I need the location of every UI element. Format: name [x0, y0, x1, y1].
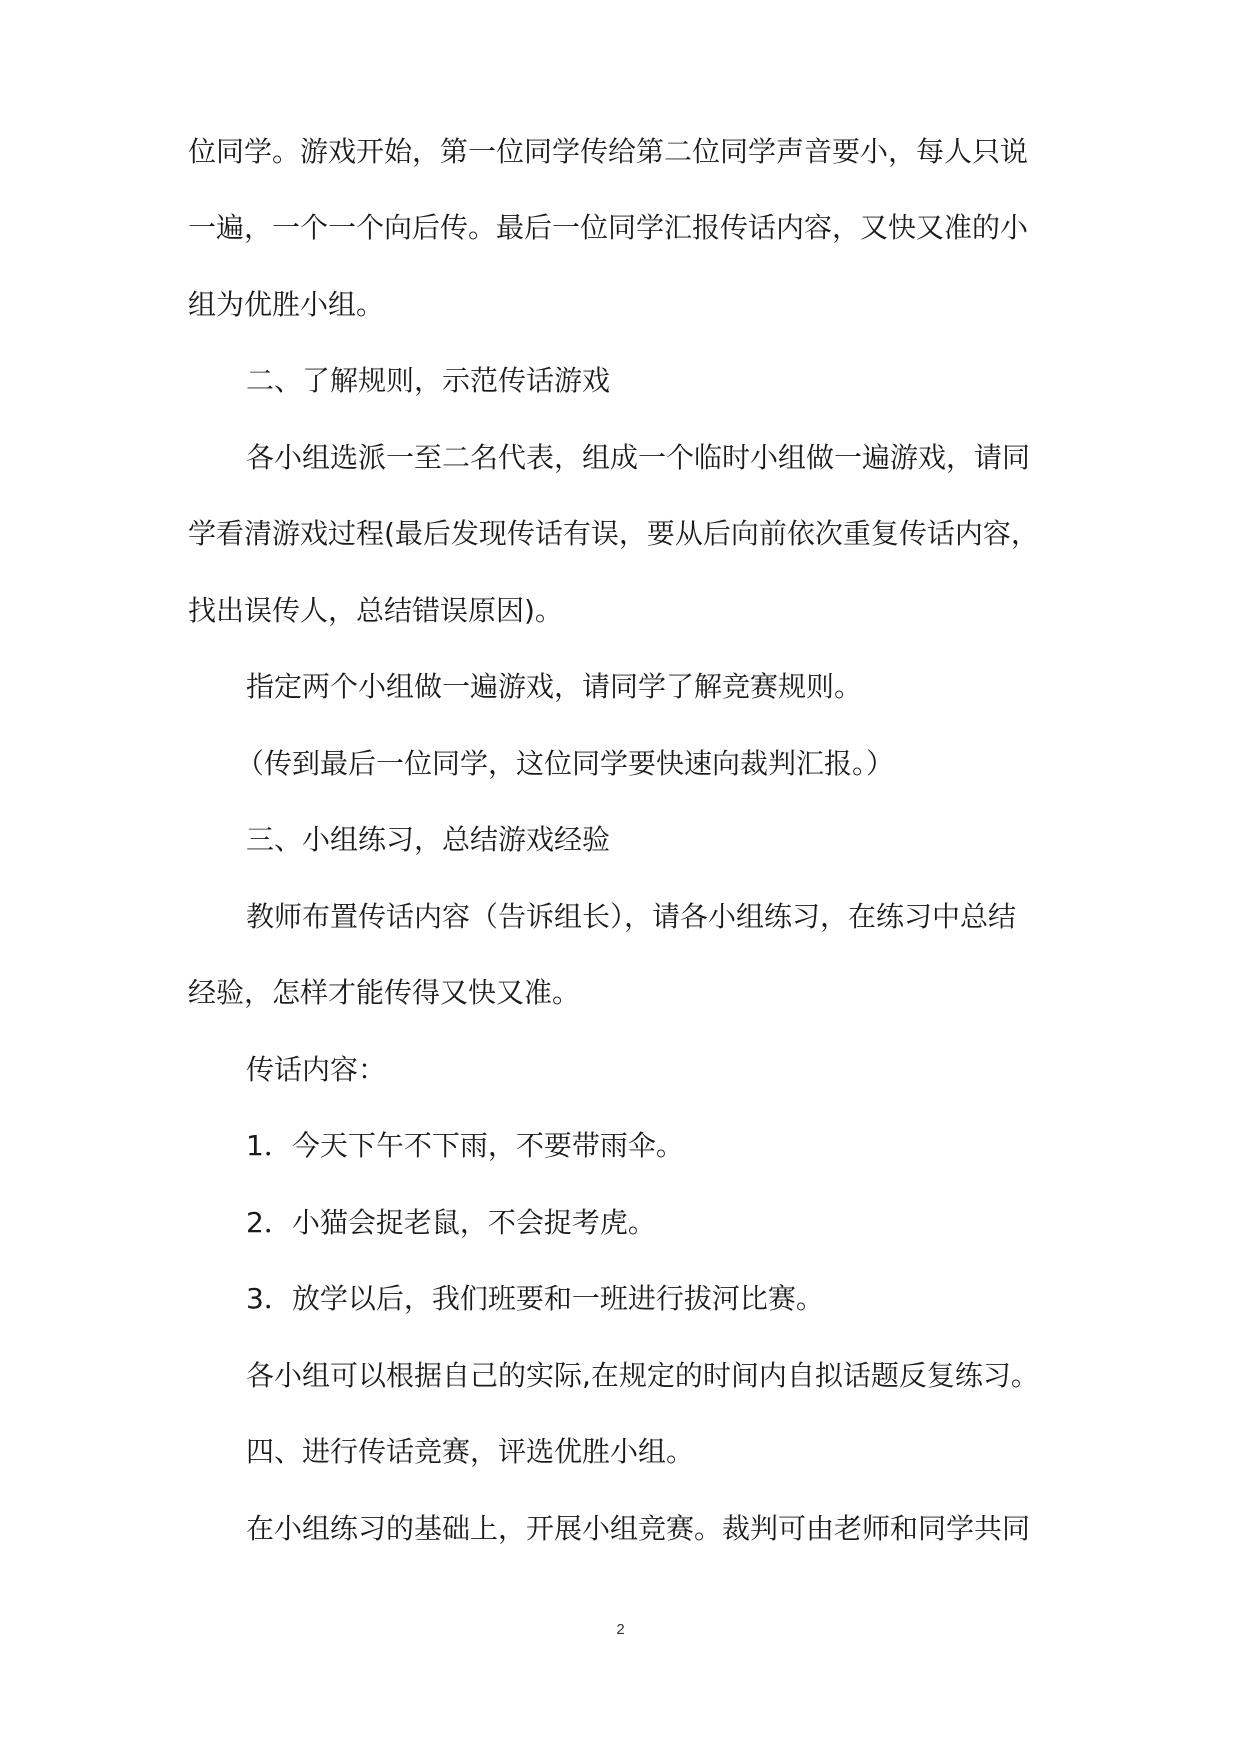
text-line: 指定两个小组做一遍游戏，请同学了解竞赛规则。	[246, 670, 863, 703]
text-line: 位同学。游戏开始，第一位同学传给第二位同学声音要小，每人只说	[188, 135, 1029, 168]
text-line: （传到最后一位同学，这位同学要快速向裁判汇报。）	[236, 747, 895, 780]
list-item: 3．放学以后，我们班要和一班进行拔河比赛。	[246, 1282, 824, 1315]
section-heading: 四、进行传话竞赛，评选优胜小组。	[246, 1435, 695, 1468]
text-line: 经验，怎样才能传得又快又准。	[188, 976, 581, 1009]
text-line: 教师布置传话内容（告诉组长），请各小组练习，在练习中总结	[246, 900, 1017, 933]
text-line: 各小组可以根据自己的实际,在规定的时间内自拟话题反复练习。	[246, 1359, 1039, 1392]
text-line: 在小组练习的基础上，开展小组竞赛。裁判可由老师和同学共同	[246, 1512, 1031, 1545]
text-line: 组为优胜小组。	[188, 288, 385, 321]
section-heading: 二、了解规则，示范传话游戏	[246, 364, 611, 397]
list-item: 1．今天下午不下雨，不要带雨伞。	[246, 1129, 684, 1162]
list-item: 2．小猫会捉老鼠，不会捉考虎。	[246, 1206, 656, 1239]
section-heading: 三、小组练习，总结游戏经验	[246, 823, 611, 856]
text-line: 一遍，一个一个向后传。最后一位同学汇报传话内容，又快又准的小	[188, 211, 1029, 244]
text-line: 学看清游戏过程(最后发现传话有误，要从后向前依次重复传话内容，	[188, 517, 1039, 550]
text-line: 找出误传人，总结错误原因)。	[188, 594, 563, 627]
text-line: 各小组选派一至二名代表，组成一个临时小组做一遍游戏，请同	[246, 441, 1031, 474]
text-line: 传话内容：	[246, 1053, 387, 1086]
page-number: 2	[616, 1621, 625, 1638]
